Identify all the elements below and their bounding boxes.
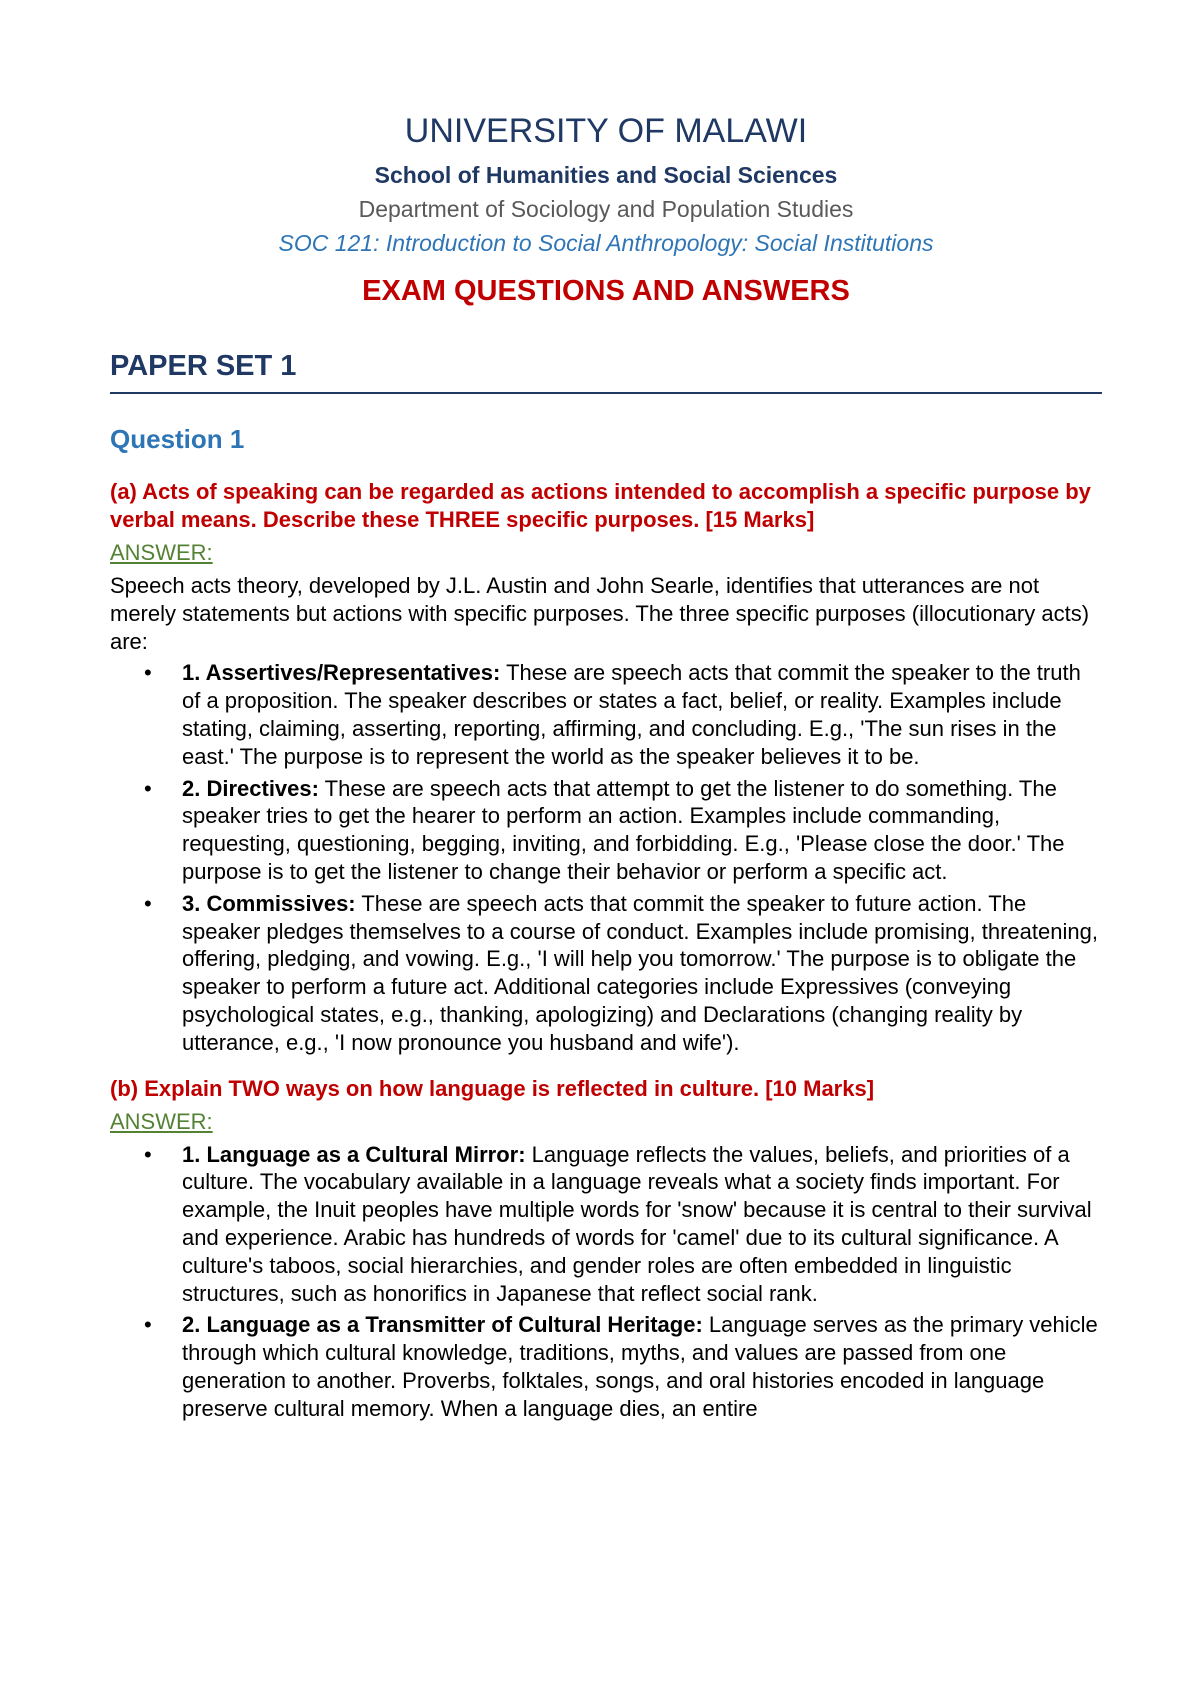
- part-a-answer-label: ANSWER:: [110, 540, 213, 565]
- university-name: UNIVERSITY OF MALAWI: [404, 112, 808, 150]
- item-term: 2. Language as a Transmitter of Cultural Heritage:: [182, 1312, 703, 1338]
- bullet-glyph: •: [144, 660, 152, 686]
- item-term: 3. Commissives:: [182, 890, 356, 916]
- question-heading: Question 1: [110, 424, 245, 454]
- list-item: [110, 775, 1102, 886]
- item-text: Language serves as the primary vehicle through which cultural knowledge, traditions, myths, and values are passed from one generation to another. Proverbs, folktales, songs, and oral histories encoded in language preserve cultural memory. When a language dies, an entire: [182, 1312, 1098, 1421]
- exam-title: EXAM QUESTIONS AND ANSWERS: [362, 275, 850, 307]
- part-b-answer-label: ANSWER:: [110, 1108, 213, 1134]
- department-name: Department of Sociology and Population Studies: [358, 196, 854, 222]
- bullet-glyph: •: [144, 890, 152, 916]
- part-a-intro: Speech acts theory, developed by J.L. Austin and John Searle, identifies that utterances are not merely statements but actions with specific purposes. The three specific purposes (illocutionary acts) are:: [110, 573, 1090, 654]
- list-item: [110, 890, 1102, 1057]
- school-name: School of Humanities and Social Sciences: [374, 162, 838, 188]
- item-text: These are speech acts that attempt to get the listener to do something. The speaker tries to get the hearer to perform an action. Examples include commanding, requesting, questioning, begging, inviting, and forbidding. E.g., 'Please close the door.' The purpose is to get the listener to change their behavior or perform a specific act.: [182, 775, 1065, 884]
- item-text: Language reflects the values, beliefs, and priorities of a culture. The vocabulary available in a language reveals what a society finds important. For example, the Inuit peoples have multiple words for 'snow' because it is central to their survival and experience. Arabic has hundreds of words for 'camel' due to its cultural significance. A culture's taboos, social hierarchies, and gender roles are often embedded in linguistic structures, such as honorifics in Japanese that reflect social rank.: [182, 1141, 1092, 1306]
- list-item: [110, 659, 1102, 770]
- document-header: [110, 106, 1102, 312]
- bullet-glyph: •: [144, 775, 152, 801]
- list-item: [110, 1311, 1102, 1422]
- document-content: [110, 106, 1102, 1427]
- item-term: 1. Language as a Cultural Mirror:: [182, 1141, 526, 1167]
- part-b-answer-list: [110, 1141, 1102, 1423]
- part-a-answer-list: [110, 659, 1102, 1056]
- item-term: 1. Assertives/Representatives:: [182, 660, 501, 686]
- item-text: These are speech acts that commit the speaker to the truth of a proposition. The speaker describes or states a fact, belief, or reality. Examples include stating, claiming, asserting, reporting, affirming, and concluding. E.g., 'The sun rises in the east.' The purpose is to represent the world as the speaker believes it to be.: [182, 660, 1081, 769]
- part-a-question: (a) Acts of speaking can be regarded as actions intended to accomplish a specific purpose by verbal means. Describe these THREE specific purposes. [15 Marks]: [110, 479, 1091, 532]
- paper-set-heading: PAPER SET 1: [110, 346, 1102, 394]
- item-term: 2. Directives:: [182, 775, 319, 801]
- bullet-glyph: •: [144, 1312, 152, 1338]
- course-title: SOC 121: Introduction to Social Anthropology: Social Institutions: [278, 230, 934, 256]
- item-text: These are speech acts that commit the speaker to future action. The speaker pledges themselves to a course of conduct. Examples include promising, threatening, offering, pledging, and vowing. E.g., 'I will help you tomorrow.' The purpose is to obligate the speaker to perform a future act. Additional categories include Expressives (conveying psychological states, e.g., thanking, apologizing) and Declarations (changing reality by utterance, e.g., 'I now pronounce you husband and wife').: [182, 890, 1098, 1055]
- part-b-question: (b) Explain TWO ways on how language is reflected in culture. [10 Marks]: [110, 1075, 875, 1101]
- bullet-glyph: •: [144, 1141, 152, 1167]
- list-item: [110, 1141, 1102, 1308]
